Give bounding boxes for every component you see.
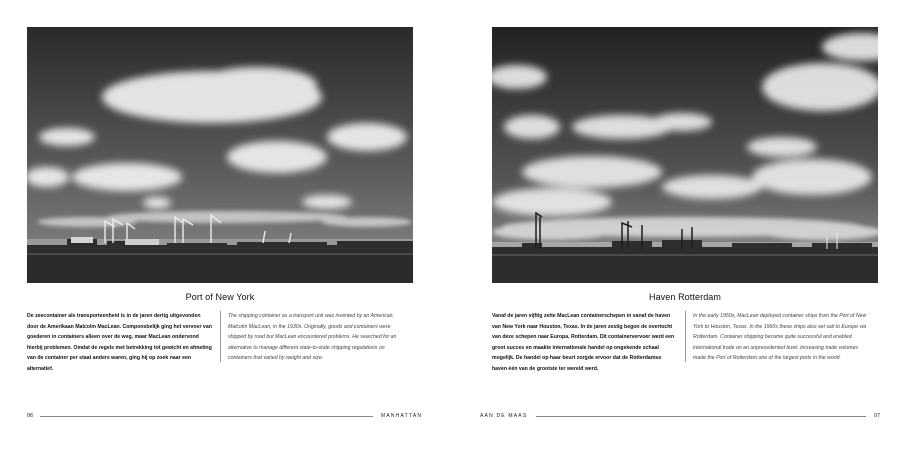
photo-caption: Haven Rotterdam [648,292,722,302]
photo-caption: Port of New York [185,292,255,302]
body-text-english: The shipping container as a transport unit was invented by an American, Malcolm MacLean, in the 1930s. Originally, goods and containers were shipped by road but MacLean encountered problems. He searched for an alternative to manage different state-to-state shipping regulations on containers that varied by weight and size. [228,313,397,362]
body-text-english: In the early 1950s, MacLean deployed container ships from the Port of New York to Houston, Texas. In the 1960s these ships also set sail to Europe via Rotterdam. Container shipping became quite successful and enabled international trade on an unprecedented level. Increasing trade volumes made the Port of Rotterdam one of the largest ports in the world. [693,313,867,362]
running-title: MANHATTAN [381,413,423,419]
column-divider [220,311,221,362]
haven-rotterdam-image [492,27,878,283]
page-number: 07 [874,413,881,419]
column-divider [685,311,686,362]
footer-rule [40,416,373,417]
footer-rule [536,416,866,417]
haven-rotterdam-photo [492,27,878,283]
right-page [453,0,906,453]
port-new-york-image [27,27,413,283]
port-new-york-photo [27,27,413,283]
page-number: 06 [27,413,34,419]
body-text-dutch: Vanaf de jaren vijftig zette MacLean containerschepen in vanaf de haven van New York naar Houston, Texas. In de jaren zestig begon de overtocht van deze schepen naar Europa, Rotterdam. Dit containervervoer werd een groot succes en maakte internationale handel op ongekende schaal mogelijk. De handel op haar beurt zorgde ervoor dat de Rotterdamse haven één van de grootste ter wereld werd. [492,313,675,372]
running-title: AAN DE MAAS [480,413,528,419]
body-text-dutch: De zeecontainer als transporteenheid is in de jaren dertig uitgevonden door de Amerikaan Malcolm MacLean. Componsbelijk ging het vervoer van goederen in containers alleen over de weg, maar MacLean ondervond hierbij problemen. Omdat de regels met betrekking tot gewicht en afmeting van de container per staat anders waren, ging hij op zoek naar een alternatief. [27,313,212,372]
